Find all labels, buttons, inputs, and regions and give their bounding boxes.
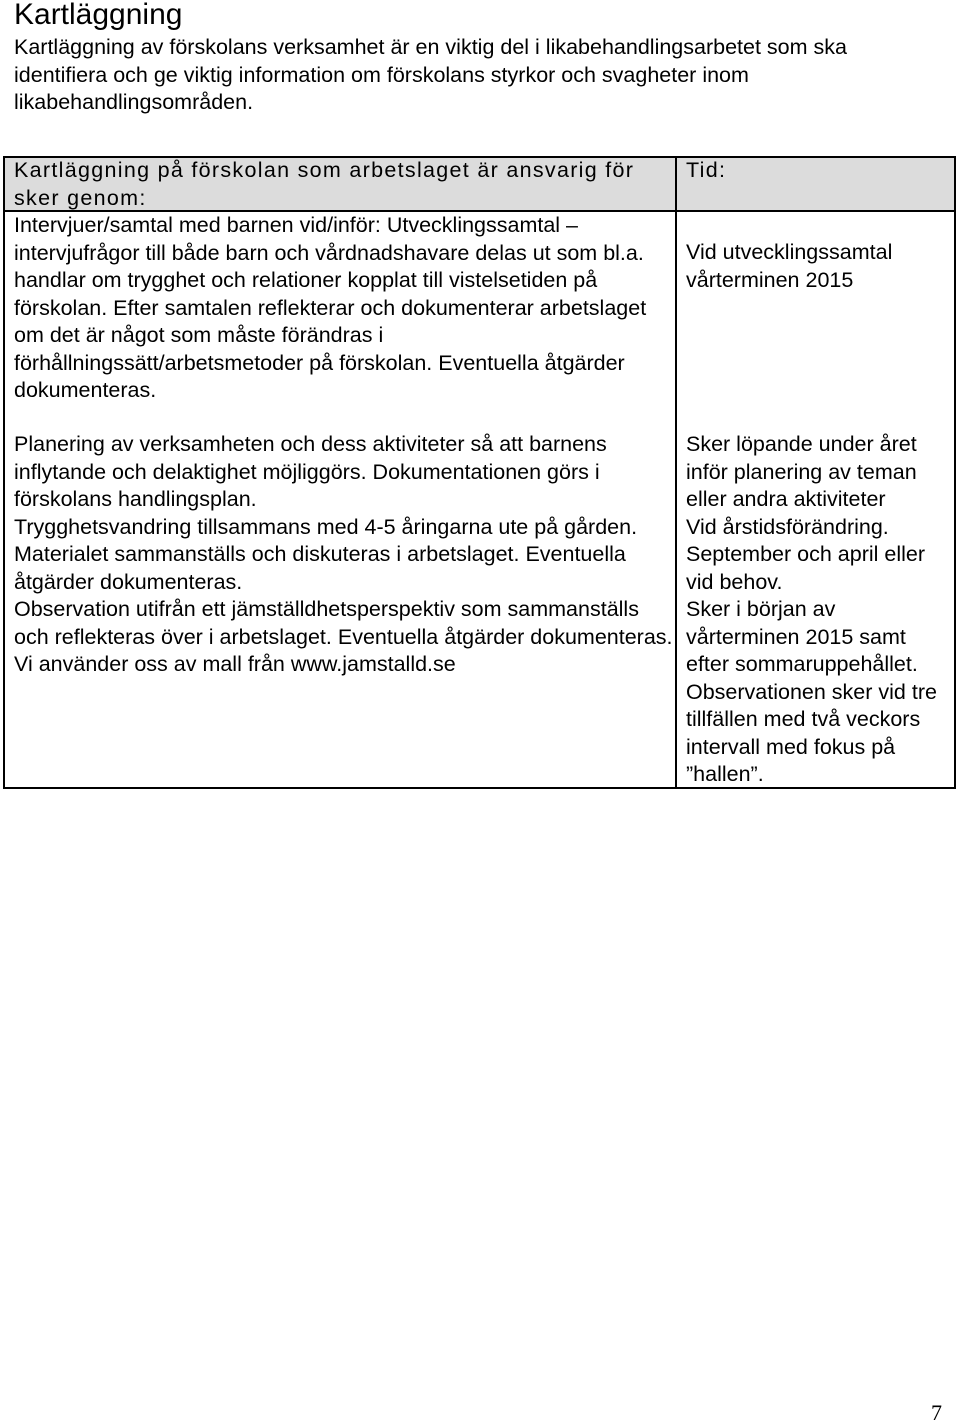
- page-heading: Kartläggning: [14, 0, 183, 31]
- column-divider: [675, 158, 677, 787]
- header-cell-responsibility: Kartläggning på förskolan som arbetslaget är ansvarig för sker genom:: [14, 158, 635, 210]
- planning-text: Planering av verksamheten och dess aktiviteter så att barnens inflytande och delaktighet möjliggörs. Dokumentationen görs i förskolans handlingsplan.: [14, 432, 607, 511]
- survey-table: [3, 156, 956, 789]
- safety-walk-text: Trygghetsvandring tillsammans med 4-5 åringarna ute på gården. Materialet sammanställs och diskuteras i arbetslaget. Eventuella åtgärder dokumenteras.: [14, 514, 638, 594]
- observation-time: Sker i början av vårterminen 2015 samt efter sommaruppehållet. Observationen sker vid tre tillfällen med två veckors intervall med fokus på ”hallen”.: [686, 597, 937, 786]
- safety-walk-time: Vid årstidsförändring. September och april eller vid behov.: [686, 514, 926, 594]
- row-activities-time: [686, 431, 951, 789]
- row-interviews-description: Intervjuer/samtal med barnen vid/inför: Utvecklingssamtal – intervjufrågor till både barn och vårdnadshavare delas ut som bl.a. handlar om trygghet och relationer kopplat till vistelsetiden på förskolan. Efter samtalen reflekterar och dokumenterar arbetslaget om det är något som måste förändras i förhållningssätt/arbetsmetoder på förskolan. Eventuella åtgärder dokumenteras.: [14, 213, 647, 402]
- page-number: 7: [931, 1400, 942, 1425]
- row-interviews-time: Vid utvecklingssamtal vårterminen 2015: [686, 240, 893, 292]
- header-cell-time: Tid:: [686, 158, 727, 182]
- planning-time: Sker löpande under året inför planering av teman eller andra aktiviteter: [686, 432, 917, 511]
- intro-paragraph: Kartläggning av förskolans verksamhet är en viktig del i likabehandlingsarbetet som ska identifiera och ge viktig information om förskolans styrkor och svagheter inom likabehandlingsområden.: [14, 35, 847, 114]
- observation-text: Observation utifrån ett jämställdhetsperspektiv som sammanställs och reflekteras över i arbetslaget. Eventuella åtgärder dokumenteras. Vi använder oss av mall från www.jamstalld.se: [14, 597, 673, 676]
- row-activities-description: [14, 431, 674, 679]
